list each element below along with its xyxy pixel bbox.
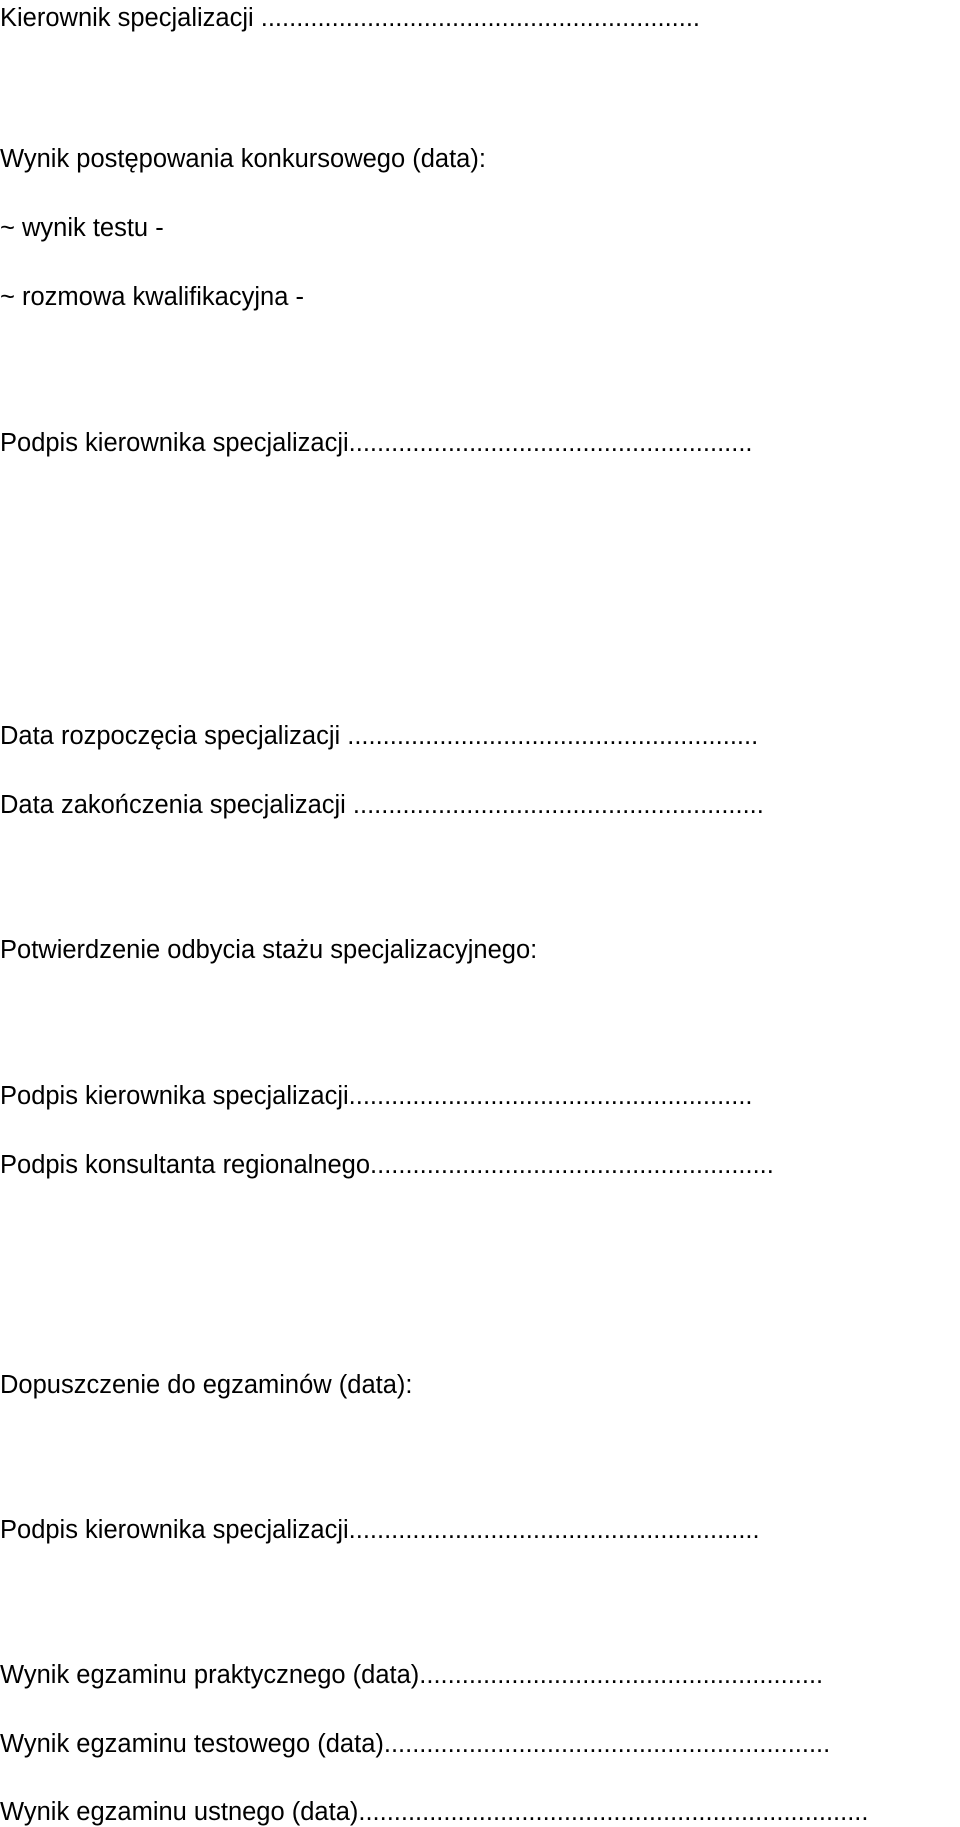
head-signature-line-2: Podpis kierownika specjalizacji......................................................... (0, 1082, 753, 1110)
specialization-end-date-line: Data zakończenia specjalizacji .......................................................... (0, 791, 764, 819)
oral-exam-result-line: Wynik egzaminu ustnego (data)........................................................................ (0, 1798, 869, 1826)
practical-exam-result-line: Wynik egzaminu praktycznego (data)......................................................... (0, 1661, 824, 1689)
regional-consultant-signature-line: Podpis konsultanta regionalnego......................................................... (0, 1151, 774, 1179)
specialization-start-date-line: Data rozpoczęcia specjalizacji .......................................................... (0, 722, 759, 750)
competition-result-date-line: Wynik postępowania konkursowego (data): (0, 145, 486, 173)
test-exam-result-line: Wynik egzaminu testowego (data)............................................................... (0, 1730, 831, 1758)
specialization-head-line: Kierownik specjalizacji .............................................................. (0, 4, 701, 32)
head-signature-line-1: Podpis kierownika specjalizacji......................................................... (0, 429, 753, 457)
test-result-line: ~ wynik testu - (0, 214, 164, 242)
head-signature-line-3: Podpis kierownika specjalizacji.......................................................... (0, 1516, 760, 1544)
qualification-interview-line: ~ rozmowa kwalifikacyjna - (0, 283, 304, 311)
internship-confirmation-line: Potwierdzenie odbycia stażu specjalizacyjnego: (0, 936, 538, 964)
exam-admission-date-line: Dopuszczenie do egzaminów (data): (0, 1371, 413, 1399)
